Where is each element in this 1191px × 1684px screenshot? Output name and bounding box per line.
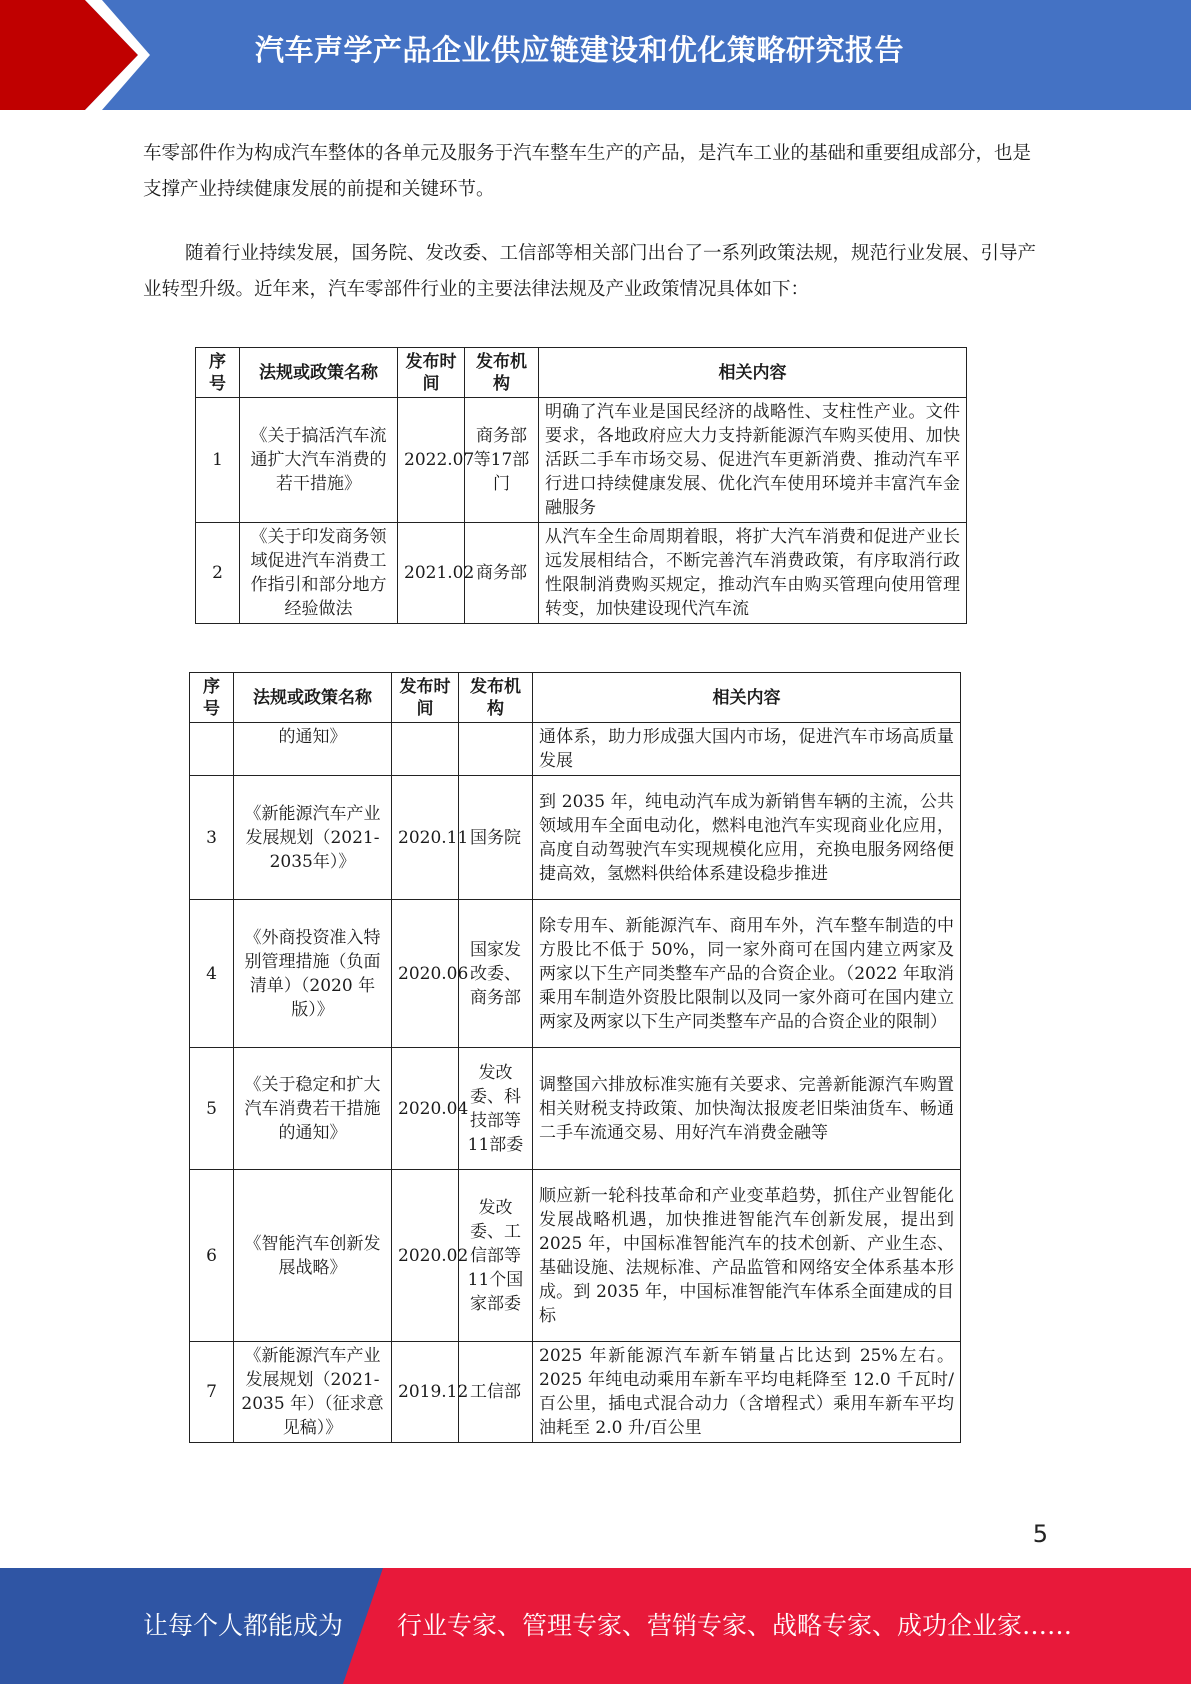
- header-date: 发布时间: [392, 673, 459, 723]
- cell-no: 2: [196, 523, 240, 624]
- cell-date: 2020.02: [392, 1170, 459, 1342]
- cell-no: 7: [190, 1342, 234, 1443]
- cell-org: 工信部: [459, 1342, 533, 1443]
- table-row: [190, 723, 961, 776]
- cell-org: 商务部: [465, 523, 539, 624]
- cell-name: 《外商投资准入特别管理措施（负面清单）（2020 年版）》: [234, 900, 392, 1048]
- cell-name: 《关于搞活汽车流通扩大汽车消费的若干措施》: [240, 398, 398, 523]
- cell-name: 《关于印发商务领域促进汽车消费工作指引和部分地方经验做法: [240, 523, 398, 624]
- cell-content: 从汽车全生命周期着眼，将扩大汽车消费和促进产业长远发展相结合，不断完善汽车消费政策，有序取消行政性限制消费购买规定，推动汽车由购买管理向使用管理转变，加快建设现代汽车流: [539, 523, 967, 624]
- page-number: 5: [1032, 1520, 1048, 1548]
- policy-intro-paragraph: 随着行业持续发展，国务院、发改委、工信部等相关部门出台了一系列政策法规，规范行业发展、引导产业转型升级。近年来，汽车零部件行业的主要法律法规及产业政策情况具体如下：: [143, 243, 1037, 300]
- cell-no: [190, 723, 234, 776]
- cell-content: 除专用车、新能源汽车、商用车外，汽车整车制造的中方股比不低于 50%，同一家外商可在国内建立两家及两家以下生产同类整车产品的合资企业。（2022 年取消乘用车制造外资股比限制以及同一家外商可在国内建立两家及两家以下生产同类整车产品的合资企业的限制）: [533, 900, 961, 1048]
- cell-org: 发改委、工信部等11个国家部委: [459, 1170, 533, 1342]
- cell-no: 3: [190, 776, 234, 900]
- policy-table-part-2: [189, 672, 961, 1443]
- cell-org: [459, 723, 533, 776]
- header-content: 相关内容: [539, 348, 967, 398]
- header-no: 序号: [196, 348, 240, 398]
- cell-date: 2019.12: [392, 1342, 459, 1443]
- table-row: [196, 398, 967, 523]
- cell-name: 《新能源汽车产业发展规划（2021-2035 年）（征求意见稿）》: [234, 1342, 392, 1443]
- header-org: 发布机构: [459, 673, 533, 723]
- header-name: 法规或政策名称: [234, 673, 392, 723]
- cell-date: 2021.02: [398, 523, 465, 624]
- cell-content: 调整国六排放标准实施有关要求、完善新能源汽车购置相关财税支持政策、加快淘汰报废老旧柴油货车、畅通二手车流通交易、用好汽车消费金融等: [533, 1048, 961, 1170]
- cell-name: 《新能源汽车产业发展规划（2021-2035年）》: [234, 776, 392, 900]
- cell-no: 6: [190, 1170, 234, 1342]
- cell-org: 发改委、科技部等11部委: [459, 1048, 533, 1170]
- table-header-row: [190, 673, 961, 723]
- footer-slogan-right: 行业专家、管理专家、营销专家、战略专家、成功企业家……: [397, 1611, 1073, 1640]
- cell-content: 到 2035 年，纯电动汽车成为新销售车辆的主流，公共领域用车全面电动化，燃料电池汽车实现商业化应用，高度自动驾驶汽车实现规模化应用，充换电服务网络便捷高效，氢燃料供给体系建设稳步推进: [533, 776, 961, 900]
- table-row: [190, 1048, 961, 1170]
- cell-name: 的通知》: [234, 723, 392, 776]
- header-content: 相关内容: [533, 673, 961, 723]
- cell-content: 顺应新一轮科技革命和产业变革趋势，抓住产业智能化发展战略机遇，加快推进智能汽车创新发展，提出到 2025 年，中国标准智能汽车的技术创新、产业生态、基础设施、法规标准、产品监管和网络安全体系基本形成。到 2035 年，中国标准智能汽车体系全面建成的目标: [533, 1170, 961, 1342]
- cell-content: 通体系，助力形成强大国内市场，促进汽车市场高质量发展: [533, 723, 961, 776]
- cell-date: 2020.06: [392, 900, 459, 1048]
- table-row: [190, 776, 961, 900]
- cell-date: 2020.11: [392, 776, 459, 900]
- cell-org: 商务部等17部门: [465, 398, 539, 523]
- cell-org: 国家发改委、商务部: [459, 900, 533, 1048]
- report-title: 汽车声学产品企业供应链建设和优化策略研究报告: [255, 33, 905, 67]
- page-header: [0, 0, 1191, 110]
- page-footer: [0, 1568, 1191, 1684]
- cell-name: 《关于稳定和扩大汽车消费若干措施的通知》: [234, 1048, 392, 1170]
- cell-no: 5: [190, 1048, 234, 1170]
- cell-content: 2025 年新能源汽车新车销量占比达到 25%左右。2025 年纯电动乘用车新车平均电耗降至 12.0 千瓦时/百公里，插电式混合动力（含增程式）乘用车新车平均油耗至 2.0 升/百公里: [533, 1342, 961, 1443]
- header-org: 发布机构: [465, 348, 539, 398]
- header-name: 法规或政策名称: [240, 348, 398, 398]
- cell-date: 2022.07: [398, 398, 465, 523]
- cell-name: 《智能汽车创新发展战略》: [234, 1170, 392, 1342]
- table-header-row: [196, 348, 967, 398]
- cell-date: 2020.04: [392, 1048, 459, 1170]
- header-no: 序号: [190, 673, 234, 723]
- cell-no: 4: [190, 900, 234, 1048]
- cell-content: 明确了汽车业是国民经济的战略性、支柱性产业。文件要求，各地政府应大力支持新能源汽车购买使用、加快活跃二手车市场交易、促进汽车更新消费、推动汽车平行进口持续健康发展、优化汽车使用环境并丰富汽车金融服务: [539, 398, 967, 523]
- policy-table-part-1: [195, 347, 967, 624]
- cell-no: 1: [196, 398, 240, 523]
- header-arrow-logo: [0, 0, 150, 110]
- table-row: [196, 523, 967, 624]
- cell-date: [392, 723, 459, 776]
- table-row: [190, 900, 961, 1048]
- intro-paragraph: 车零部件作为构成汽车整体的各单元及服务于汽车整车生产的产品，是汽车工业的基础和重要组成部分，也是支撑产业持续健康发展的前提和关键环节。: [143, 143, 1032, 200]
- footer-slogan-left: 让每个人都能成为: [143, 1611, 344, 1640]
- cell-org: 国务院: [459, 776, 533, 900]
- table-row: [190, 1342, 961, 1443]
- header-date: 发布时间: [398, 348, 465, 398]
- table-row: [190, 1170, 961, 1342]
